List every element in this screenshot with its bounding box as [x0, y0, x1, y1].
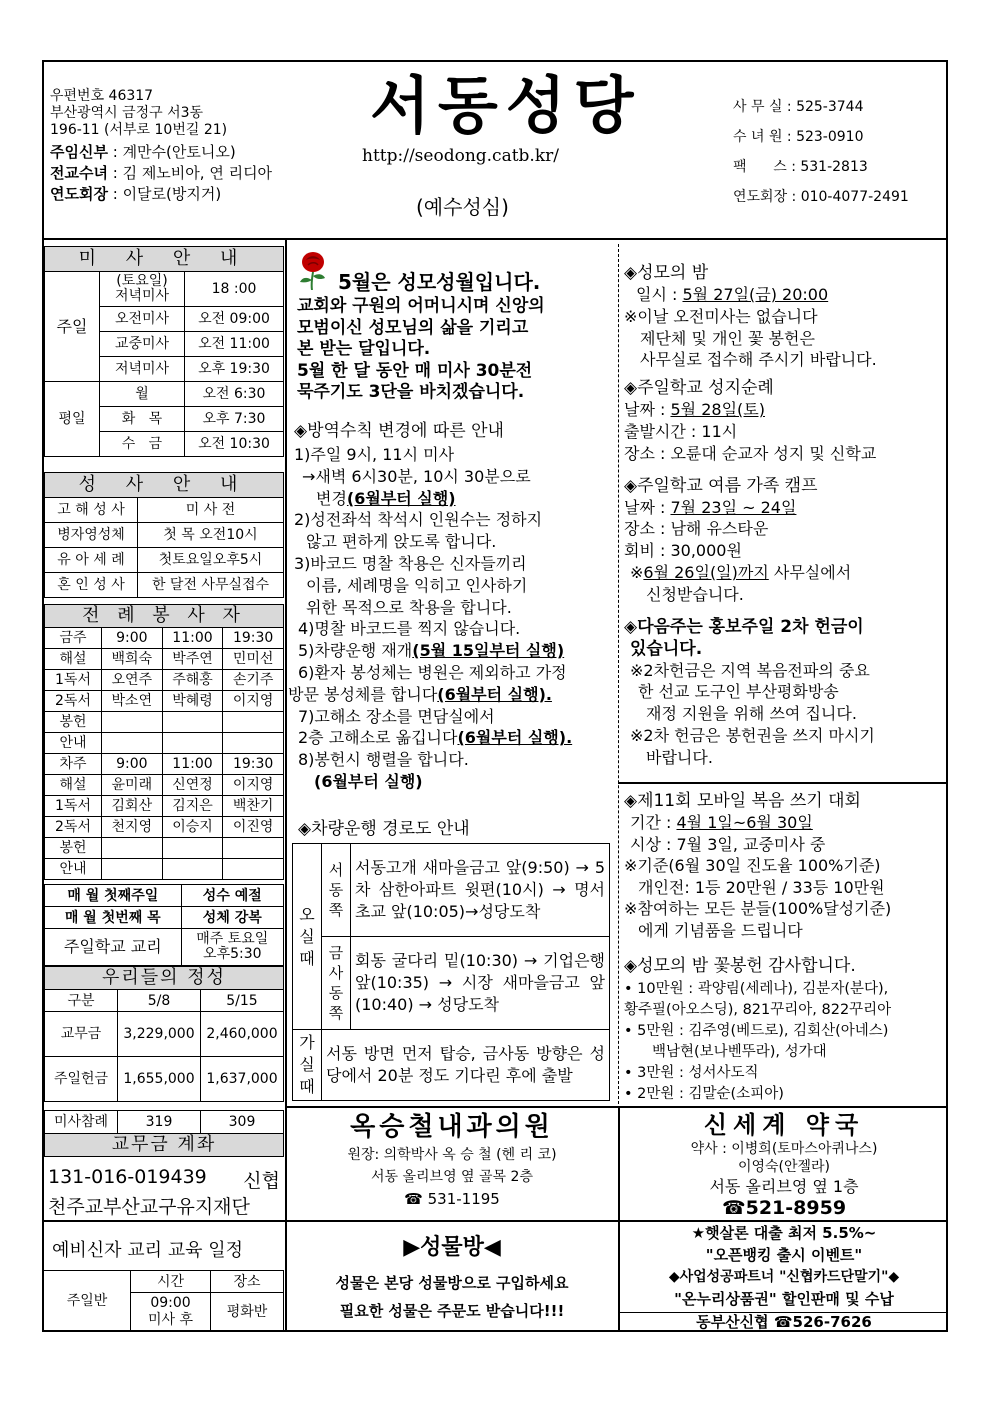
sacrament-name: 혼 인 성 사: [45, 573, 138, 598]
mass-schedule: [44, 246, 284, 457]
server-name: [162, 712, 223, 733]
notice-line: 제단체 및 개인 꽃 봉헌은: [640, 328, 815, 348]
quarantine-line: 3)바코드 명찰 착용은 신자들끼리: [294, 553, 527, 573]
quarantine-line: 변경(6월부터 실행): [316, 488, 456, 508]
may-notice-line: 본 받는 달입니다.: [297, 339, 431, 359]
council-line: 연도회장 : 이달로(방지거): [50, 185, 222, 203]
sacrament-schedule: [44, 472, 284, 598]
bus-return-route: 서동 방면 먼저 탑승, 금사동 방향은 성당에서 20분 정도 기다린 후에 출발: [322, 1030, 610, 1101]
sunday-label: 주일: [45, 272, 100, 382]
server-name: 19:30: [223, 754, 284, 775]
notice-line: 재정 지원을 위해 쓰여 집니다.: [646, 704, 857, 724]
quarantine-line: 5)차량운행 재개(5월 15일부터 실행): [298, 641, 565, 661]
credit-union-line: ◆사업성공파트너 "신협카드단말기"◆: [668, 1269, 900, 1285]
monthly-event-desc: 성수 예절: [181, 885, 283, 907]
quarantine-notice: [288, 420, 616, 793]
offering-table: [44, 966, 284, 1102]
server-name: [162, 838, 223, 859]
catechumen-time: 09:00 미사 후: [131, 1293, 211, 1332]
mass-schedule-title: 미 사 안 내: [45, 247, 284, 272]
notices-right: [624, 262, 946, 769]
server-role: 2독서: [45, 817, 102, 838]
sacrament-name: 고 해 성 사: [45, 498, 138, 523]
may-notice-title: 5월은 성모성월입니다.: [338, 270, 541, 294]
server-name: 백희숙: [102, 649, 163, 670]
sacrament-time: 첫 목 오전10시: [138, 523, 284, 548]
account-bank: 신협: [243, 1170, 280, 1192]
server-name: 윤미래: [102, 775, 163, 796]
server-name: 김회산: [102, 796, 163, 817]
camp-date: 날짜 : 7월 23일 ~ 24일: [624, 497, 797, 517]
thanks-line: • 10만원 : 곽양림(세레나), 김분자(분다),: [624, 981, 889, 997]
credit-union-line: "온누리상품권" 할인판매 및 수납: [674, 1290, 894, 1308]
feast-title: (예수성심): [416, 195, 509, 219]
clinic-name: 옥승철내과의원: [350, 1112, 554, 1142]
church-name: 서동성당: [370, 69, 642, 142]
account-number: 131-016-019439: [48, 1166, 207, 1188]
clinic-doctor: 원장: 의학박사 옥 승 철 (헨 리 코): [347, 1147, 557, 1163]
quarantine-line: 방문 봉성체를 합니다(6월부터 실행).: [288, 684, 552, 704]
catechumen-title: 예비신자 교리 교육 일정: [52, 1240, 244, 1261]
quarantine-line: 않고 편하게 앉도록 합니다.: [306, 532, 497, 552]
server-name: 박소연: [102, 691, 163, 712]
catechumen-place-label: 장소: [211, 1271, 284, 1293]
server-name: 김지은: [162, 796, 223, 817]
server-role: 봉헌: [45, 712, 102, 733]
church-url[interactable]: http://seodong.catb.kr/: [362, 146, 559, 166]
credit-union-line: "오픈뱅킹 출시 이벤트": [705, 1246, 863, 1264]
office-phone: 사 무 실 : 525-3744: [733, 99, 864, 115]
monthly-event: 매 월 첫째주일: [45, 885, 182, 907]
server-name: 이승지: [162, 817, 223, 838]
server-name: 9:00: [102, 628, 163, 649]
quarantine-line: (6월부터 실행): [314, 771, 423, 791]
pharmacy-name: 신세계 약국: [703, 1111, 865, 1139]
thanks-line: • 5만원 : 김주영(베드로), 김회산(아네스): [624, 1023, 889, 1039]
server-name: 11:00: [162, 754, 223, 775]
servers-title: 전 례 봉 사 자: [45, 605, 284, 628]
offering-value: 309: [201, 1111, 284, 1134]
header-right: [733, 92, 909, 212]
sacrament-time: 한 달전 사무실접수: [138, 573, 284, 598]
server-name: [223, 838, 284, 859]
pr-sunday-title: ◈다음주는 홍보주일 2차 헌금이: [624, 616, 864, 637]
quarantine-line: 위한 목적으로 착용을 합니다.: [306, 597, 512, 617]
notice-line: ※2차 헌금은 봉헌권을 쓰지 마시기: [630, 725, 875, 745]
bible-contest-title: ◈제11회 모바일 복음 쓰기 대회: [624, 791, 861, 811]
thanks-line: • 2만원 : 김말순(소피아): [624, 1086, 784, 1102]
server-name: 11:00: [162, 628, 223, 649]
notice-line: 회비 : 30,000원: [624, 541, 742, 561]
mass-name: 화 목: [100, 407, 185, 432]
may-notice-line: 묵주기도 3단을 바치겠습니다.: [297, 382, 525, 402]
server-name: 신연정: [162, 775, 223, 796]
offering-label: 교무금: [45, 1012, 118, 1057]
pharmacy-location: 서동 올리브영 옆 1층: [709, 1177, 859, 1196]
server-name: 천지영: [102, 817, 163, 838]
server-role: 1독서: [45, 670, 102, 691]
mass-time: 오전 09:00: [185, 307, 284, 332]
catechumen-place: 평화반: [211, 1293, 284, 1332]
server-role: 해설: [45, 775, 102, 796]
thanks-line: 황주필(아오스딩), 821꾸리아, 822꾸리아: [624, 1002, 892, 1018]
server-name: [102, 712, 163, 733]
sacrament-name: 병자영성체: [45, 523, 138, 548]
quarantine-line: 6)환자 봉성체는 병원은 제외하고 가정: [298, 662, 567, 682]
camp-title: ◈주일학교 여름 가족 캠프: [624, 475, 818, 496]
pr-sunday-title: 있습니다.: [630, 638, 703, 659]
credit-union-line: ★햇살론 대출 최저 5.5%~: [691, 1224, 877, 1242]
shop-line: 필요한 성물은 주문도 받습니다!!!: [339, 1302, 565, 1320]
server-name: [223, 733, 284, 754]
server-name: [223, 712, 284, 733]
flower-thanks: [624, 955, 946, 1105]
rose-icon: [296, 250, 330, 290]
server-name: 손기주: [223, 670, 284, 691]
notice-line: ※2차헌금은 지역 복음전파의 중요: [630, 660, 870, 680]
pilgrimage-date: 날짜 : 5월 28일(토): [624, 400, 765, 420]
liturgy-servers: [44, 604, 284, 880]
credit-union-ad: [620, 1222, 948, 1310]
offering-header: 5/15: [201, 990, 284, 1012]
marian-eve-date: 일시 : 5월 27일(금) 20:00: [636, 285, 829, 304]
pilgrimage-title: ◈주일학교 성지순례: [624, 378, 774, 399]
notice-line: 장소 : 오륜대 순교자 성지 및 신학교: [624, 443, 877, 463]
sacrament-name: 유 아 세 례: [45, 548, 138, 573]
header-left: [50, 88, 272, 205]
server-name: 박혜령: [162, 691, 223, 712]
notice-line: 장소 : 남해 유스타운: [624, 519, 769, 539]
sunday-school: 주일학교 교리: [45, 929, 182, 966]
quarantine-line: →새벽 6시30분, 10시 30분으로: [302, 466, 531, 486]
flower-thanks-title: ◈성모의 밤 꽃봉헌 감사합니다.: [624, 956, 856, 976]
offering-label: 주일헌금: [45, 1057, 118, 1102]
notice-line: 에게 기념품을 드립니다: [638, 920, 803, 940]
notice-line: 사무실로 접수해 주시기 바랍니다.: [640, 350, 877, 370]
bus-return-label: 가실때: [293, 1030, 322, 1101]
notice-line: ※기준(6월 30일 진도율 100%기준): [624, 856, 881, 875]
council-phone: 연도회장 : 010-4077-2491: [733, 189, 909, 205]
quarantine-line: 2)성전좌석 착석시 인원수는 정하지: [294, 510, 543, 530]
catechumen-schedule: [44, 1270, 284, 1331]
quarantine-line: 2층 고해소로 옮깁니다(6월부터 실행).: [298, 728, 573, 748]
attendance-table: [44, 1110, 284, 1157]
mass-name: 수 금: [100, 432, 185, 457]
mass-name: (토요일) 저녁미사: [100, 272, 185, 307]
shop-line: 성물은 본당 성물방으로 구입하세요: [335, 1274, 569, 1292]
server-name: 이진영: [223, 817, 284, 838]
sisters-line: 전교수녀 : 김 제노비아, 연 리디아: [50, 164, 273, 182]
catechumen-time-label: 시간: [131, 1271, 211, 1293]
pharmacy-ad: [620, 1110, 948, 1218]
server-role: 1독서: [45, 796, 102, 817]
sunday-school-time: 매주 토요일 오후5:30: [181, 929, 283, 966]
offering-value: 2,460,000: [201, 1012, 284, 1057]
server-role: 금주: [45, 628, 102, 649]
notice-line: ※참여하는 모든 분들(100%달성기준): [624, 899, 892, 918]
notice-line: 시상 : 7월 3일, 교중미사 중: [630, 834, 826, 854]
shop-ad: [287, 1228, 617, 1324]
convent-phone: 수 녀 원 : 523-0910: [733, 129, 864, 145]
pharmacy-phone: ☎521-8959: [721, 1197, 847, 1219]
bible-contest-period: 기간 : 4월 1일~6월 30일: [630, 813, 813, 832]
offering-value: 319: [118, 1111, 201, 1134]
pharmacy-line: 이영숙(안젤라): [737, 1159, 831, 1175]
server-role: 해설: [45, 649, 102, 670]
bus-geumsa-route: 회동 굴다리 밑(10:30) → 기업은행 앞(10:35) → 시장 새마을금고 앞(10:40) → 성당도착: [351, 937, 610, 1030]
server-name: [223, 859, 284, 880]
offering-title: 우리들의 정성: [45, 967, 284, 990]
sacrament-time: 미 사 전: [138, 498, 284, 523]
clinic-ad: [287, 1110, 617, 1210]
notice-line: 출발시간 : 11시: [624, 421, 738, 441]
sacrament-title: 성 사 안 내: [45, 473, 284, 498]
mass-name: 교중미사: [100, 332, 185, 357]
quarantine-line: 1)주일 9시, 11시 미사: [294, 445, 455, 464]
address-line1: 부산광역시 금정구 서3동: [50, 105, 204, 121]
offering-value: 1,655,000: [118, 1057, 201, 1102]
mass-name: 저녁미사: [100, 357, 185, 382]
server-name: [162, 733, 223, 754]
monthly-event-desc: 성체 강복: [181, 907, 283, 929]
quarantine-line: 4)명찰 바코드를 찍지 않습니다.: [298, 619, 521, 639]
mass-name: 월: [100, 382, 185, 407]
clinic-phone: ☎ 531-1195: [404, 1190, 500, 1208]
mass-time: 오전 11:00: [185, 332, 284, 357]
server-role: 안내: [45, 733, 102, 754]
notice-line: 개인전: 1등 20만원 / 33등 10만원: [638, 877, 885, 897]
shop-title: ▶성물방◀: [403, 1235, 501, 1260]
pharmacy-line: 약사 : 이병희(토마스아퀴나스): [690, 1141, 878, 1157]
thanks-line: • 3만원 : 성서사도직: [624, 1065, 759, 1081]
catechumen-class: 주일반: [44, 1271, 131, 1332]
server-name: [102, 733, 163, 754]
server-role: 봉헌: [45, 838, 102, 859]
server-name: [162, 859, 223, 880]
bus-route-table: [292, 843, 610, 1101]
postal-code: 우편번호 46317: [50, 88, 154, 104]
server-name: [102, 859, 163, 880]
quarantine-line: 8)봉헌시 행렬을 합니다.: [298, 750, 469, 770]
server-name: 주해홍: [162, 670, 223, 691]
may-notice-line: 모범이신 성모님의 삶을 기리고: [297, 317, 529, 338]
bible-contest: [624, 790, 946, 941]
bus-seodong-route: 서동고개 새마을금고 앞(9:50) → 5차 삼한아파트 윗편(10시) → 명서초교 앞(10:05)→성당도착: [351, 844, 610, 937]
server-role: 안내: [45, 859, 102, 880]
server-role: 차주: [45, 754, 102, 775]
offering-value: 1,637,000: [201, 1057, 284, 1102]
server-name: 9:00: [102, 754, 163, 775]
server-name: 민미선: [223, 649, 284, 670]
quarantine-line: 7)고해소 장소를 면담실에서: [298, 706, 495, 726]
server-name: 이지영: [223, 691, 284, 712]
may-notice-line: 5월 한 달 동안 매 미사 30분전: [297, 360, 533, 381]
notice-line: ※이날 오전미사는 없습니다: [624, 306, 818, 326]
notice-line: 신청받습니다.: [646, 584, 744, 604]
quarantine-line: 이름, 세례명을 익히고 인사하기: [306, 575, 528, 595]
monthly-events: [44, 884, 284, 966]
pastor-line: 주임신부 : 계만수(안토니오): [50, 143, 236, 161]
server-name: 박주연: [162, 649, 223, 670]
camp-deadline: ※6월 26일(일)까지 사무실에서: [630, 562, 852, 582]
thanks-line: 백남현(보나벤뚜라), 성가대: [652, 1044, 827, 1060]
server-name: 오연주: [102, 670, 163, 691]
may-notice-body: [297, 296, 615, 404]
may-notice-line: 교회와 구원의 어머니시며 신앙의: [297, 296, 545, 316]
bus-come-label: 오실때: [293, 844, 322, 1030]
offering-value: 3,229,000: [118, 1012, 201, 1057]
credit-union-contact: 동부산신협 ☎526-7626: [696, 1313, 872, 1331]
address-line2: 196-11 (서부로 10번길 21): [50, 122, 228, 138]
weekday-label: 평일: [45, 382, 100, 457]
notice-line: 한 선교 도구인 부산평화방송: [638, 682, 839, 702]
fax-number: 팩 스 : 531-2813: [733, 159, 868, 175]
quarantine-title: ◈방역수칙 변경에 따른 안내: [294, 421, 504, 441]
notice-line: 바랍니다.: [646, 747, 713, 767]
server-name: 이지영: [223, 775, 284, 796]
server-role: 2독서: [45, 691, 102, 712]
clinic-location: 서동 올리브영 옆 골목 2층: [371, 1169, 533, 1185]
offering-header: 구분: [45, 990, 118, 1012]
account-title: 교무금 계좌: [45, 1134, 284, 1157]
server-name: 백찬기: [223, 796, 284, 817]
server-name: [102, 838, 163, 859]
mass-time: 18 :00: [185, 272, 284, 307]
offering-label: 미사참례: [45, 1111, 118, 1134]
bus-geumsa-label: 금사동쪽: [322, 937, 351, 1030]
mass-time: 오후 19:30: [185, 357, 284, 382]
mass-time: 오후 7:30: [185, 407, 284, 432]
mass-name: 오전미사: [100, 307, 185, 332]
server-name: 19:30: [223, 628, 284, 649]
mass-time: 오전 10:30: [185, 432, 284, 457]
bus-seodong-label: 서동쪽: [322, 844, 351, 937]
account-holder: 천주교부산교구유지재단: [48, 1196, 250, 1218]
bus-title: ◈차량운행 경로도 안내: [298, 819, 470, 839]
marian-eve-title: ◈성모의 밤: [624, 263, 709, 283]
account-number-line: [48, 1166, 280, 1193]
sacrament-time: 첫토요일오후5시: [138, 548, 284, 573]
offering-header: 5/8: [118, 990, 201, 1012]
mass-time: 오전 6:30: [185, 382, 284, 407]
monthly-event: 매 월 첫번째 목: [45, 907, 182, 929]
